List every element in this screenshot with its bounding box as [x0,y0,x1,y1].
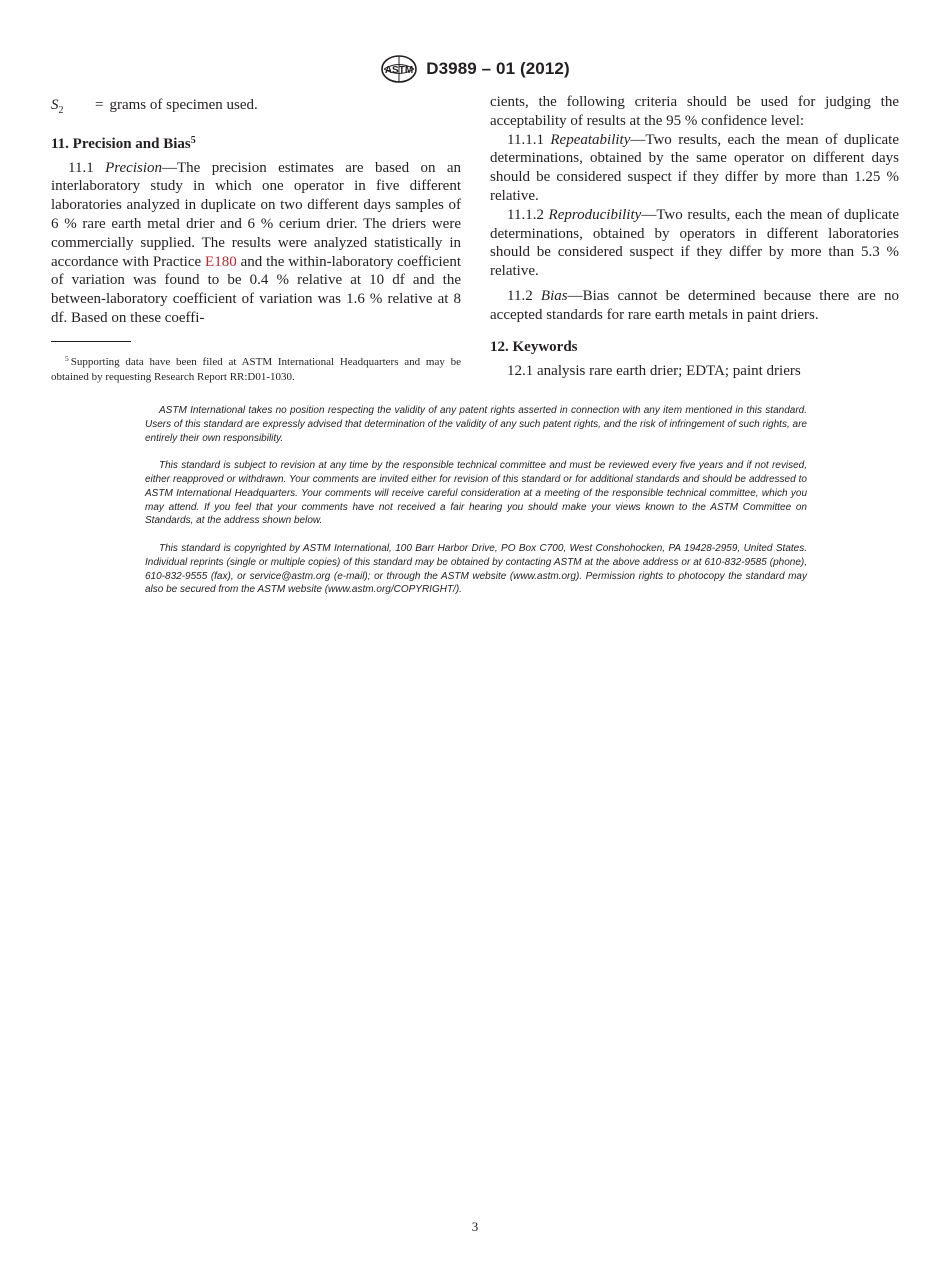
paragraph-number: 11.1.1 [507,131,544,148]
paragraph-12-1: 12.1 analysis rare earth drier; EDTA; paint driers [507,363,801,380]
variable-definition [51,96,461,121]
footnote-reference[interactable]: 5 [190,134,196,146]
section-heading-text: 11. Precision and Bias [51,135,191,152]
astm-logo-icon [380,54,418,84]
paragraph-text: —The precision estimates are based on an interlaboratory study in which one operator in five different laboratories analyzed in duplicate on two different days samples of 6 % rare earth metal drier and 6 % cerium drier. The driers were commercially supplied. The results were analyzed statistically in accordance with Practice [51,159,461,270]
paragraph-11-2 [490,287,899,325]
paragraph-number: 11.2 [507,287,533,304]
right-column [490,93,899,381]
variable-symbol: S [51,97,59,113]
practice-e180-link[interactable]: E180 [205,253,237,270]
page-number: 3 [471,1219,479,1234]
equals-sign: = [95,97,104,113]
paragraph-text-continued: and the within-laboratory coefficient of variation was found to be 0.4 % relative at 10 df and the between-laboratory coefficient of variation was 1.6 % relative at 8 df. Based on these coeffi- [51,253,461,326]
section-heading-11 [51,132,461,154]
paragraph-11-1-1 [490,131,899,206]
footnote-divider [51,341,131,342]
continuation-text: cients, the following criteria should be used for judging the acceptability of results at the 95 % confidence level: [490,94,899,129]
paragraph-term: Reproducibility [548,206,642,223]
astm-notices [145,404,807,611]
paragraph-text: —Bias cannot be determined because there are no accepted standards for rare earth metals in paint driers. [490,287,899,323]
document-designation: D3989 – 01 (2012) [426,59,570,78]
section-heading-12: 12. Keywords [490,338,578,355]
footnote-text: Supporting data have been filed at ASTM International Headquarters and may be obtained by requesting Research Report RR:D01-1030. [51,356,461,383]
patent-notice: ASTM International takes no position respecting the validity of any patent rights asserted in connection with any item mentioned in this standard. Users of this standard are expressly advised that determination of the validity of any such patent rights, and the risk of infringement of such rights, are entirely their own responsibility. [145,405,807,444]
logo-text: ASTM [385,65,414,76]
revision-notice: This standard is subject to revision at any time by the responsible technical committee and must be reviewed every five years and if not revised, either reapproved or withdrawn. Your comments are invited either for revision of this standard or for additional standards and should be addressed to ASTM International Headquarters. Your comments will receive careful consideration at a meeting of the responsible technical committee, which you may attend. If you feel that your comments have not received a fair hearing you should make your views known to the ASTM Committee on Standards, at the address shown below. [145,460,807,527]
paragraph-term: Repeatability [550,131,631,148]
paragraph-term: Bias [540,287,568,304]
paragraph-text: —Two results, each the mean of duplicate determinations, obtained by the same operator on different days should be considered suspect if they differ by more than 1.25 % relative. [490,131,899,204]
paragraph-11-1-2 [490,206,899,281]
paragraph-text: —Two results, each the mean of duplicate determinations, obtained by operators in different laboratories should be considered suspect if they differ by more than 5.3 % relative. [490,206,899,280]
copyright-notice: This standard is copyrighted by ASTM International, 100 Barr Harbor Drive, PO Box C700, West Conshohocken, PA 19428-2959, United States. Individual reprints (single or multiple copies) of this standard may be obtained by contacting ASTM at the above address or at 610-832-9585 (phone), 610-832-9555 (fax), or service@astm.org (e-mail); or through the ASTM website (www.astm.org). Permission rights to photocopy the standard may also be secured from the ASTM website (www.astm.org/COPYRIGHT/). [145,542,807,596]
variable-subscript: 2 [58,105,64,116]
paragraph-11-1 [51,159,461,328]
left-column [51,96,461,328]
footnote-mark: 5 [65,354,69,363]
paragraph-number: 11.1 [68,159,94,176]
page-header [0,54,950,84]
paragraph-term: Precision [105,159,163,176]
paragraph-number: 11.1.2 [507,206,544,223]
footnote [51,352,461,384]
variable-description: grams of specimen used. [109,97,258,113]
